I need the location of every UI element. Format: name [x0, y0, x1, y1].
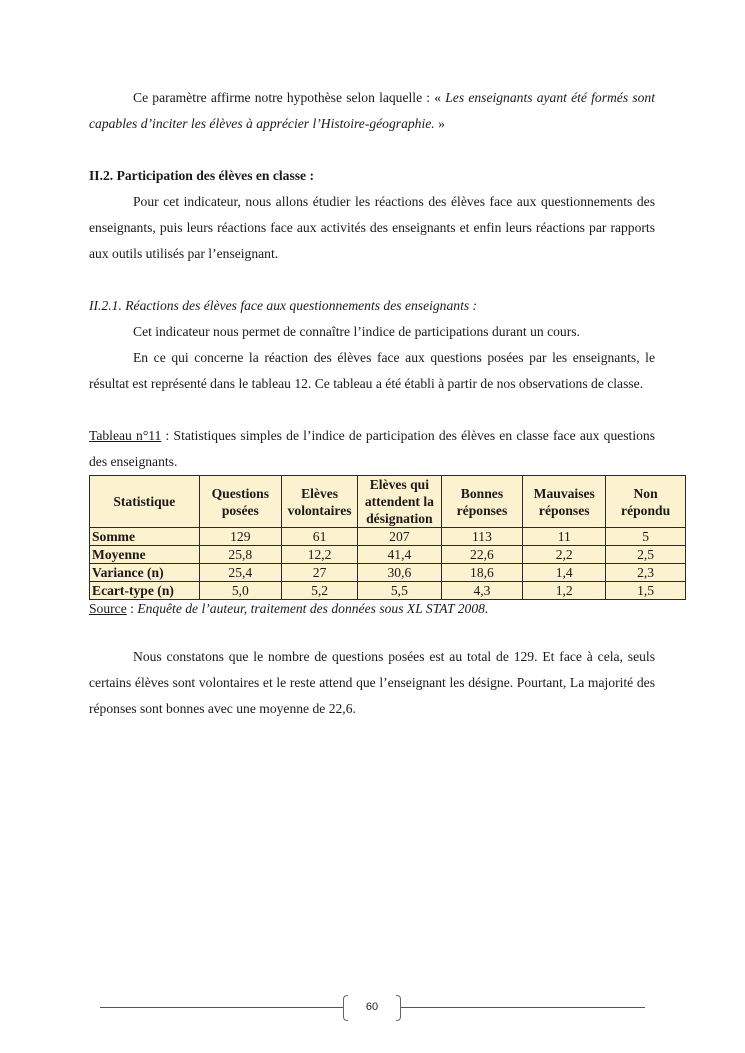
table-cell: 113 — [441, 528, 523, 546]
header-cell: Statistique — [90, 476, 200, 528]
table-cell: 129 — [199, 528, 281, 546]
header-cell: Mauvaises réponses — [523, 476, 606, 528]
header-cell: Questions posées — [199, 476, 281, 528]
table-cell: 30,6 — [358, 564, 441, 582]
table-row — [90, 564, 686, 582]
table-cell: 2,5 — [606, 546, 686, 564]
table-cell: 2,2 — [523, 546, 606, 564]
header-cell: Bonnes réponses — [441, 476, 523, 528]
header-cell: Elèves qui attendent la désignation — [358, 476, 441, 528]
page-number-bracket — [343, 993, 401, 1021]
table-cell: 12,2 — [282, 546, 358, 564]
table-row — [90, 546, 686, 564]
table-cell: 1,2 — [523, 582, 606, 600]
row-label: Ecart-type (n) — [90, 582, 200, 600]
table-cell: 2,3 — [606, 564, 686, 582]
subsection-paragraph-2: En ce qui concerne la réaction des élèves face aux questions posées par les enseignants, le résultat est représenté dans le tableau 12. Ce tableau a été établi à partir de nos observations de classe. — [89, 350, 655, 391]
table-row — [90, 582, 686, 600]
table-cell: 5 — [606, 528, 686, 546]
row-label: Variance (n) — [90, 564, 200, 582]
table-caption: Tableau n°11 : Statistiques simples de l’indice de participation des élèves en classe face aux questions des enseignants. — [89, 428, 655, 469]
intro-paragraph: Ce paramètre affirme notre hypothèse selon laquelle : « Les enseignants ayant été formés sont capables d’inciter les élèves à apprécier l’Histoire-géographie. » — [89, 90, 655, 131]
table-source: Source : Enquête de l’auteur, traitement des données sous XL STAT 2008. — [89, 601, 489, 616]
table-cell: 27 — [282, 564, 358, 582]
subsection-paragraph-1: Cet indicateur nous permet de connaître l’indice de participations durant un cours. — [133, 324, 580, 339]
page-footer — [100, 993, 645, 1021]
table-cell: 11 — [523, 528, 606, 546]
table-cell: 41,4 — [358, 546, 441, 564]
table-caption-label: Tableau n°11 — [89, 428, 162, 443]
table-cell: 5,2 — [282, 582, 358, 600]
row-label: Moyenne — [90, 546, 200, 564]
intro-quote: Les enseignants ayant été formés sont capables d’inciter les élèves à apprécier l’Histoire-géographie. — [89, 90, 655, 131]
table-cell: 22,6 — [441, 546, 523, 564]
table-cell: 207 — [358, 528, 441, 546]
bracket-right — [396, 995, 401, 1021]
statistics-table — [89, 475, 686, 600]
conclusion-paragraph: Nous constatons que le nombre de questions posées est au total de 129. Et face à cela, seuls certains élèves sont volontaires et le reste attend que l’enseignant les désigne. Pourtant, La majorité des réponses sont bonnes avec une moyenne de 22,6. — [89, 649, 655, 716]
subsection-heading: II.2.1. Réactions des élèves face aux questionnements des enseignants : — [89, 298, 478, 313]
table-cell: 25,8 — [199, 546, 281, 564]
table-cell: 25,4 — [199, 564, 281, 582]
footer-rule-left — [100, 1007, 343, 1008]
table-cell: 1,4 — [523, 564, 606, 582]
document-body — [89, 85, 671, 722]
section-heading: II.2. Participation des élèves en classe : — [89, 168, 315, 183]
table-cell: 5,0 — [199, 582, 281, 600]
table-cell: 5,5 — [358, 582, 441, 600]
section-paragraph: Pour cet indicateur, nous allons étudier les réactions des élèves face aux questionnements des enseignants, puis leurs réactions face aux activités des enseignants et enfin leurs réactions par rapports aux outils utilisés par l’enseignant. — [89, 194, 655, 261]
table-cell: 18,6 — [441, 564, 523, 582]
table-cell: 61 — [282, 528, 358, 546]
footer-rule-right — [401, 1007, 645, 1008]
table-cell: 1,5 — [606, 582, 686, 600]
table-row — [90, 528, 686, 546]
row-label: Somme — [90, 528, 200, 546]
page-number: 60 — [365, 1001, 379, 1013]
table-cell: 4,3 — [441, 582, 523, 600]
header-cell: Non répondu — [606, 476, 686, 528]
table-header-row — [90, 476, 686, 528]
header-cell: Elèves volontaires — [282, 476, 358, 528]
bracket-left — [343, 995, 348, 1021]
